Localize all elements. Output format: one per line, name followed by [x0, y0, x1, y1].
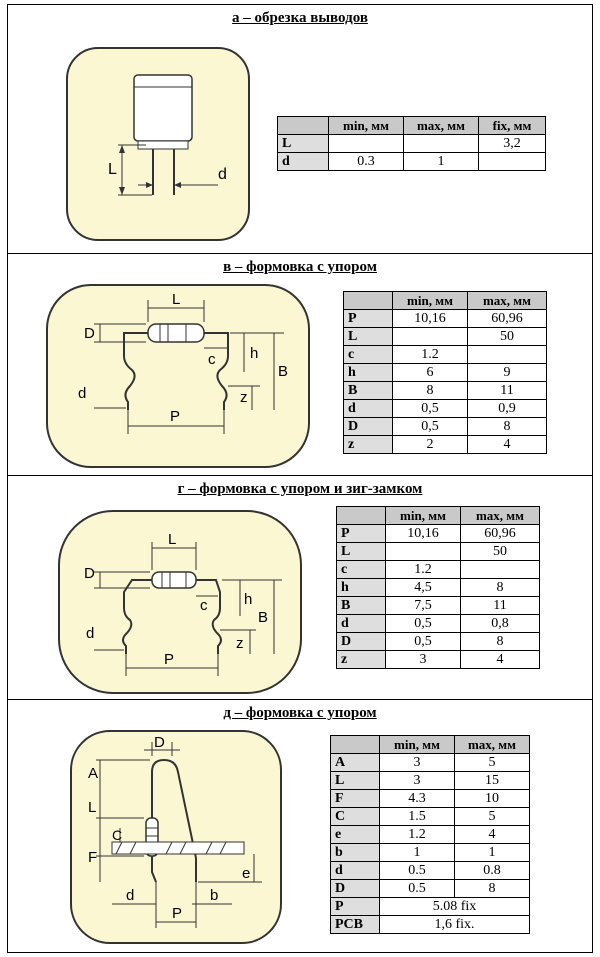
table-row — [337, 561, 540, 579]
diagram-g-label-B: B — [258, 609, 269, 626]
param-name: P — [331, 898, 380, 916]
column-header: max, мм — [468, 292, 547, 310]
param-name: D — [331, 880, 380, 898]
table-row — [344, 364, 547, 382]
diagram-g-label-P: P — [164, 651, 175, 668]
table-header-row — [278, 117, 546, 135]
table-header-row — [337, 507, 540, 525]
section-b-spec-table — [343, 291, 547, 454]
table-row — [331, 880, 530, 898]
param-max: 8 — [455, 880, 530, 898]
diagram-d-label-F: F — [88, 849, 98, 866]
table-row — [344, 436, 547, 454]
column-header: min, мм — [386, 507, 461, 525]
section-b — [7, 253, 593, 476]
table-row — [331, 844, 530, 862]
param-min: 3 — [380, 772, 455, 790]
param-min: 0.3 — [329, 153, 404, 171]
param-min: 0,5 — [393, 400, 468, 418]
section-a — [7, 4, 593, 254]
param-min — [329, 135, 404, 153]
table-row — [331, 754, 530, 772]
diagram-d-label-A: A — [88, 765, 99, 782]
param-name: c — [344, 346, 393, 364]
diagram-g-label-D: D — [84, 565, 95, 582]
column-header: min, мм — [393, 292, 468, 310]
section-g-diagram-panel — [58, 510, 302, 694]
param-max: 1 — [404, 153, 479, 171]
table-row — [337, 579, 540, 597]
table-row — [331, 772, 530, 790]
table-row — [337, 543, 540, 561]
param-min: 0.5 — [380, 880, 455, 898]
diagram-d-label-d: d — [126, 887, 135, 904]
table-row — [337, 633, 540, 651]
param-fix — [479, 153, 546, 171]
table-row — [337, 651, 540, 669]
table-row — [331, 808, 530, 826]
param-min — [393, 328, 468, 346]
diagram-b-label-B: B — [278, 363, 289, 380]
param-max: 11 — [468, 382, 547, 400]
param-min: 4.3 — [380, 790, 455, 808]
param-name: h — [344, 364, 393, 382]
capacitor-diagram — [68, 49, 248, 239]
param-max: 4 — [461, 651, 540, 669]
diagram-d-label-b: b — [210, 887, 219, 904]
resistor-formed-diagram — [48, 286, 308, 466]
param-name: L — [337, 543, 386, 561]
param-min: 0,5 — [386, 633, 461, 651]
column-header: fix, мм — [479, 117, 546, 135]
table-row — [278, 135, 546, 153]
column-header: min, мм — [329, 117, 404, 135]
section-a-spec-table — [277, 116, 546, 171]
param-name: B — [344, 382, 393, 400]
table-row — [344, 400, 547, 418]
diagram-b-label-c: c — [208, 351, 216, 368]
param-max: 8 — [468, 418, 547, 436]
table-header-row — [344, 292, 547, 310]
diagram-g-label-d: d — [86, 625, 95, 642]
param-max — [468, 346, 547, 364]
diagram-g-label-z: z — [236, 635, 244, 652]
table-row — [331, 862, 530, 880]
param-min — [386, 543, 461, 561]
param-max — [404, 135, 479, 153]
section-a-diagram-panel — [66, 47, 250, 241]
param-fixed-value: 5.08 fix — [380, 898, 530, 916]
section-g-title: г – формовка с упором и зиг-замком — [177, 481, 423, 497]
param-name: C — [331, 808, 380, 826]
param-name: b — [331, 844, 380, 862]
diagram-a-label-d: d — [218, 166, 227, 183]
section-d — [7, 699, 593, 953]
diagram-d-label-D: D — [154, 734, 165, 751]
diagram-d-label-C: C — [112, 827, 123, 843]
param-max: 4 — [455, 826, 530, 844]
param-name: e — [331, 826, 380, 844]
column-header — [278, 117, 329, 135]
param-max: 5 — [455, 754, 530, 772]
diagram-b-label-D: D — [84, 325, 95, 342]
param-max: 9 — [468, 364, 547, 382]
diagram-b-label-h: h — [250, 345, 259, 362]
table-row — [331, 916, 530, 934]
table-row — [331, 898, 530, 916]
table-row — [344, 418, 547, 436]
param-name: D — [344, 418, 393, 436]
column-header — [337, 507, 386, 525]
table-row — [344, 328, 547, 346]
param-name: c — [337, 561, 386, 579]
diagram-d-label-P: P — [172, 905, 183, 922]
column-header — [344, 292, 393, 310]
param-name: h — [337, 579, 386, 597]
param-min: 8 — [393, 382, 468, 400]
param-max: 50 — [468, 328, 547, 346]
param-min: 2 — [393, 436, 468, 454]
param-name: d — [278, 153, 329, 171]
param-min: 0,5 — [386, 615, 461, 633]
param-max: 10 — [455, 790, 530, 808]
param-max: 50 — [461, 543, 540, 561]
diagram-d-label-e: e — [242, 865, 251, 882]
param-min: 6 — [393, 364, 468, 382]
section-g-spec-table — [336, 506, 540, 669]
column-header: max, мм — [455, 736, 530, 754]
param-name: A — [331, 754, 380, 772]
diagram-b-label-d: d — [78, 385, 87, 402]
column-header: max, мм — [404, 117, 479, 135]
param-fixed-value: 1,6 fix. — [380, 916, 530, 934]
column-header — [331, 736, 380, 754]
diagram-a-label-L: L — [108, 161, 117, 178]
param-min: 3 — [380, 754, 455, 772]
section-d-title: д – формовка с упором — [223, 705, 377, 721]
param-max: 60,96 — [468, 310, 547, 328]
param-max — [461, 561, 540, 579]
param-max: 0,9 — [468, 400, 547, 418]
param-name: F — [331, 790, 380, 808]
param-max: 8 — [461, 579, 540, 597]
section-b-title: в – формовка с упором — [223, 259, 377, 275]
table-row — [337, 525, 540, 543]
param-max: 11 — [461, 597, 540, 615]
table-row — [331, 790, 530, 808]
table-row — [344, 346, 547, 364]
table-row — [344, 382, 547, 400]
column-header: max, мм — [461, 507, 540, 525]
column-header: min, мм — [380, 736, 455, 754]
param-min: 1 — [380, 844, 455, 862]
param-max: 60,96 — [461, 525, 540, 543]
table-row — [344, 310, 547, 328]
section-b-diagram-panel — [46, 284, 310, 468]
param-min: 1.2 — [393, 346, 468, 364]
param-name: z — [337, 651, 386, 669]
param-name: P — [344, 310, 393, 328]
param-min: 3 — [386, 651, 461, 669]
diagram-b-label-z: z — [240, 389, 248, 406]
param-min: 4,5 — [386, 579, 461, 597]
vertical-resistor-diagram — [72, 732, 280, 942]
param-min: 10,16 — [386, 525, 461, 543]
diagram-g-label-c: c — [200, 597, 208, 614]
param-name: L — [331, 772, 380, 790]
diagram-g-label-L: L — [168, 531, 177, 548]
param-name: d — [337, 615, 386, 633]
param-max: 0.8 — [455, 862, 530, 880]
diagram-g-label-h: h — [244, 591, 253, 608]
param-min: 1.2 — [386, 561, 461, 579]
param-min: 1.2 — [380, 826, 455, 844]
param-name: PCB — [331, 916, 380, 934]
param-min: 0,5 — [393, 418, 468, 436]
section-d-spec-table — [330, 735, 530, 934]
param-max: 0,8 — [461, 615, 540, 633]
param-fix: 3,2 — [479, 135, 546, 153]
table-row — [337, 597, 540, 615]
param-min: 10,16 — [393, 310, 468, 328]
param-max: 4 — [468, 436, 547, 454]
diagram-b-label-P: P — [170, 408, 181, 425]
param-name: B — [337, 597, 386, 615]
param-name: z — [344, 436, 393, 454]
param-min: 1.5 — [380, 808, 455, 826]
param-name: L — [278, 135, 329, 153]
table-row — [278, 153, 546, 171]
param-min: 0.5 — [380, 862, 455, 880]
param-name: P — [337, 525, 386, 543]
param-max: 15 — [455, 772, 530, 790]
table-row — [337, 615, 540, 633]
diagram-b-label-L: L — [172, 291, 181, 308]
param-name: d — [331, 862, 380, 880]
section-d-diagram-panel — [70, 730, 282, 944]
param-min: 7,5 — [386, 597, 461, 615]
param-max: 1 — [455, 844, 530, 862]
section-g — [7, 475, 593, 700]
diagram-d-label-L: L — [88, 799, 97, 816]
param-max: 8 — [461, 633, 540, 651]
table-row — [331, 826, 530, 844]
section-a-title: а – обрезка выводов — [232, 10, 368, 26]
param-max: 5 — [455, 808, 530, 826]
param-name: d — [344, 400, 393, 418]
param-name: L — [344, 328, 393, 346]
table-header-row — [331, 736, 530, 754]
param-name: D — [337, 633, 386, 651]
resistor-zig-lock-diagram — [60, 512, 300, 692]
